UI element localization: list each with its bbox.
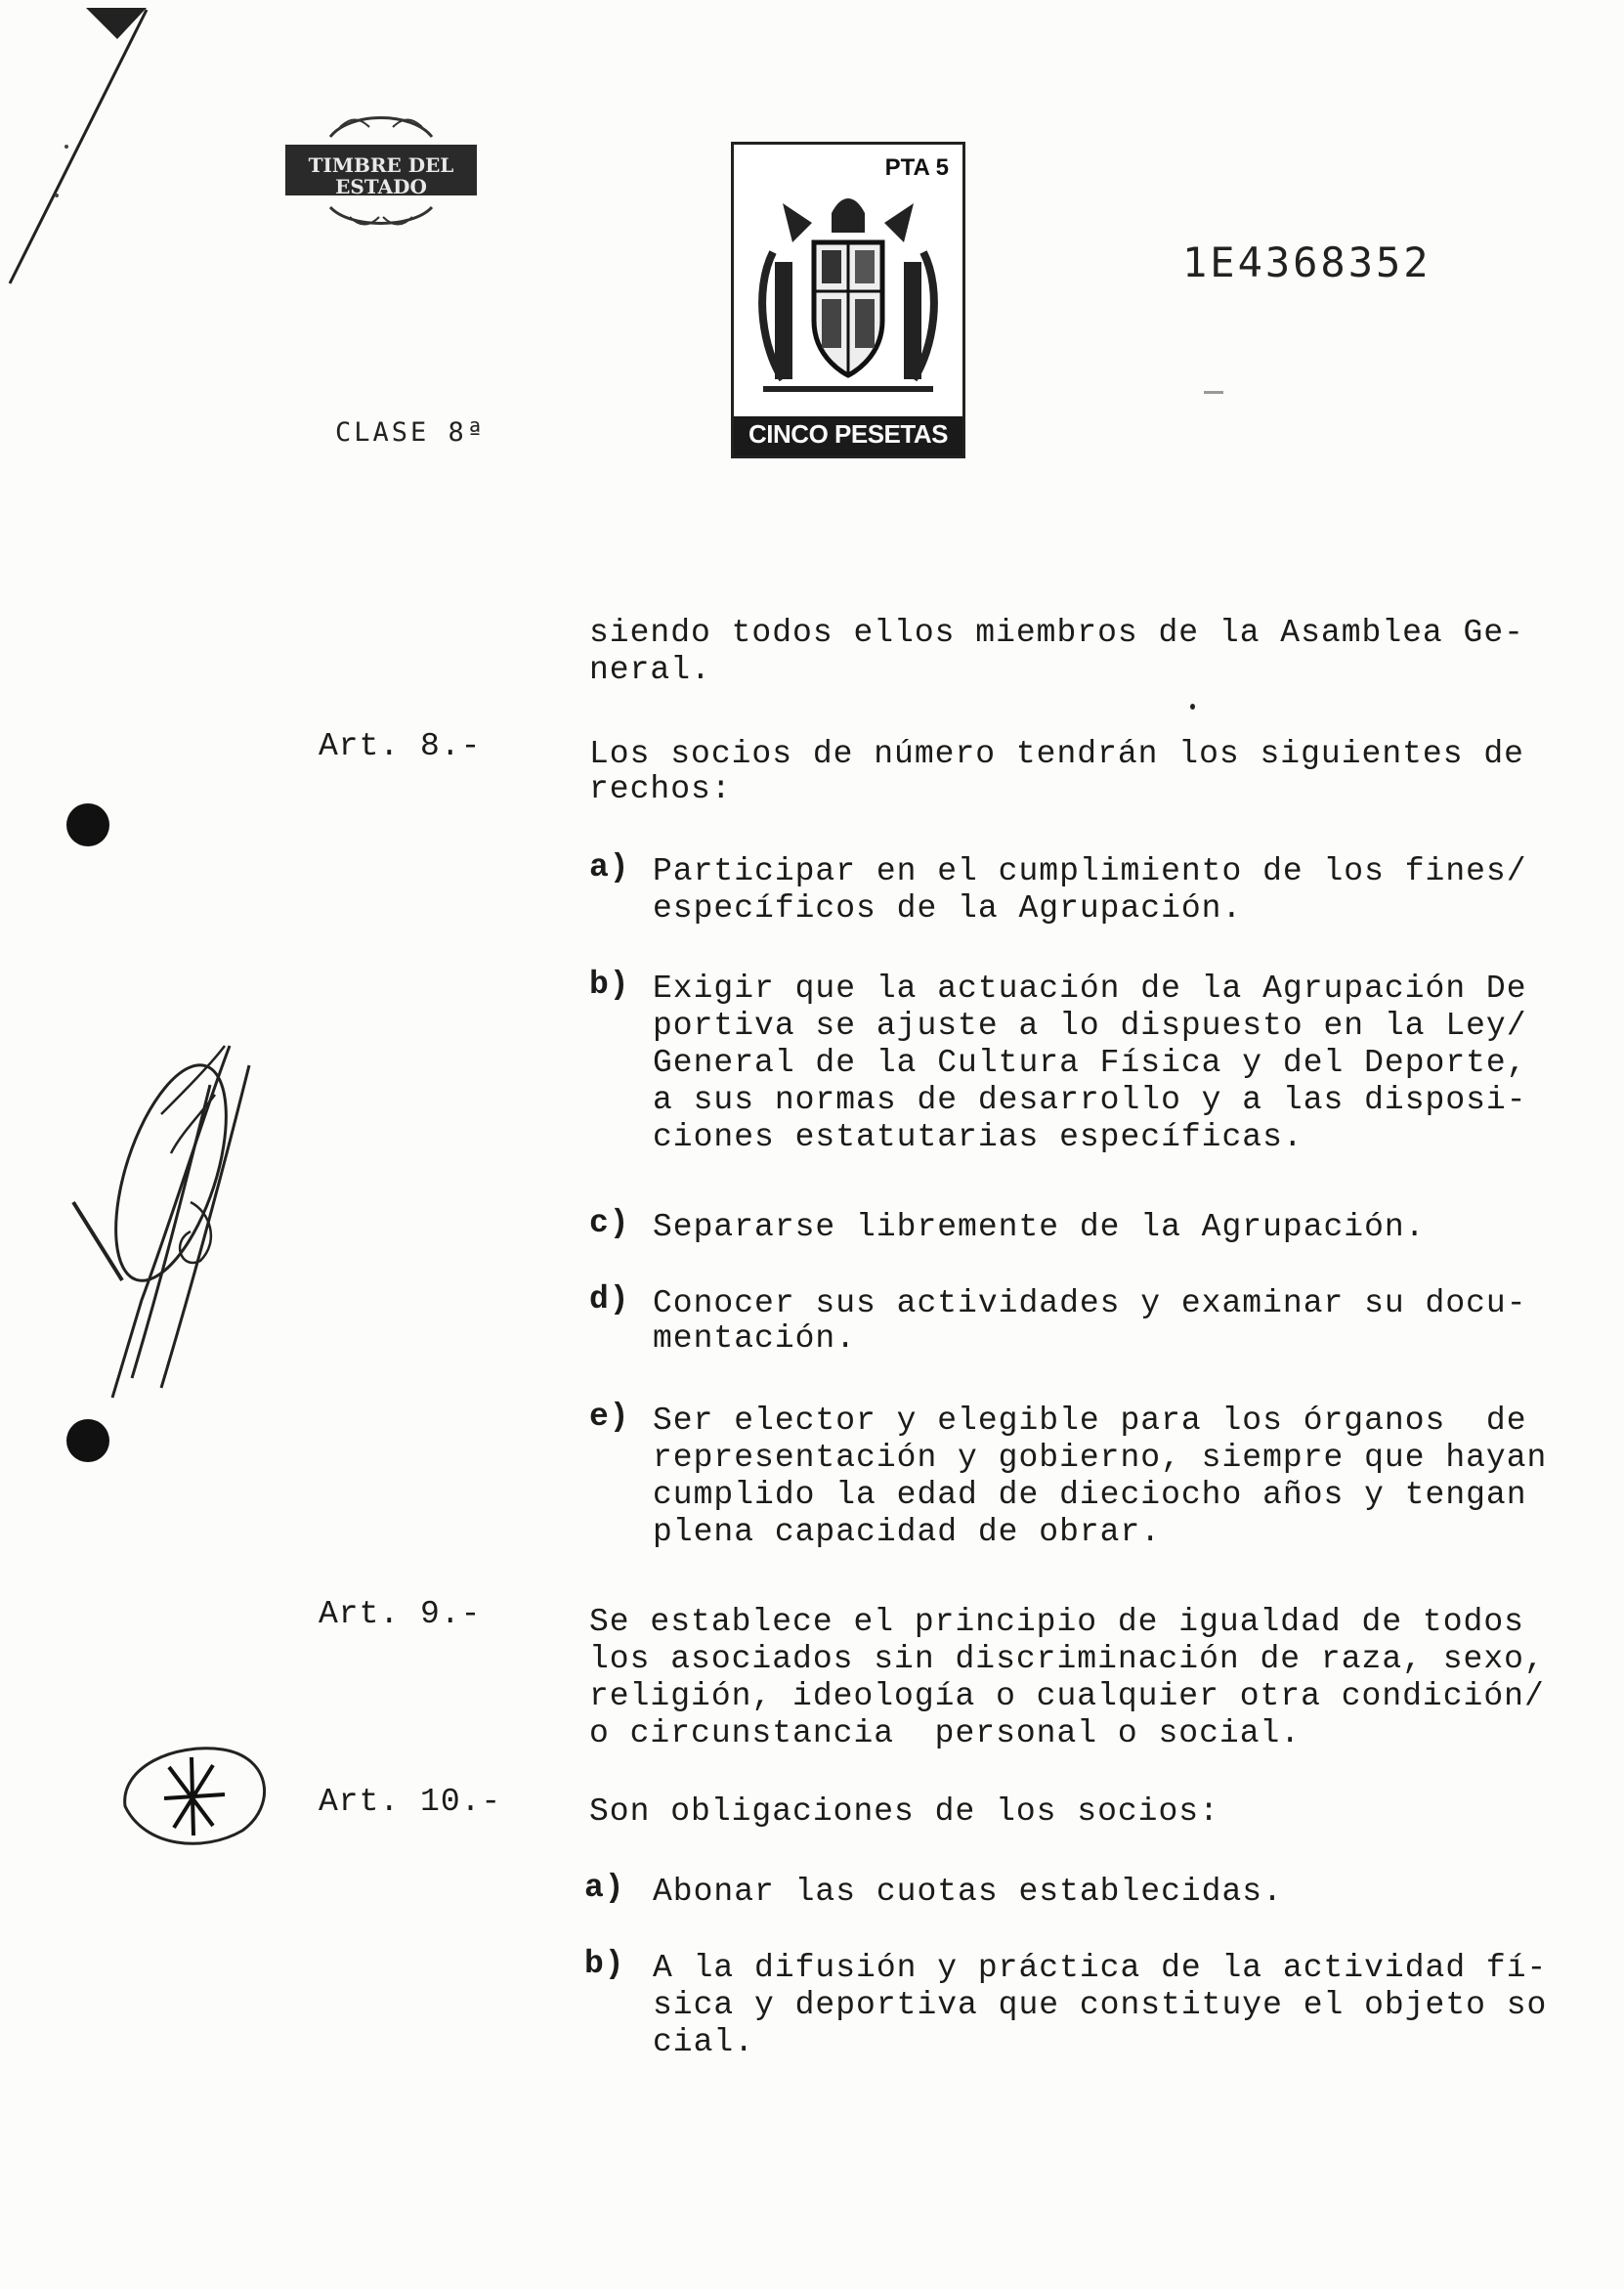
margin-signature (54, 1007, 259, 1417)
item-b-line-3: General de la Cultura Física y del Deporte, (653, 1045, 1527, 1081)
article-8-text-1: Los socios de número tendrán los siguientes de (589, 736, 1524, 772)
item-letter: c) (589, 1205, 630, 1241)
item-e-line-2: representación y gobierno, siempre que hayan (653, 1440, 1548, 1476)
article-10-text-1: Son obligaciones de los socios: (589, 1793, 1219, 1830)
item-b-line-5: ciones estatutarias específicas. (653, 1119, 1303, 1155)
stamp-value: PTA 5 (884, 154, 949, 181)
item-b-line-2: portiva se ajuste a lo dispuesto en la Ley/ (653, 1008, 1527, 1044)
item-letter: b) (589, 967, 630, 1003)
punch-hole-bottom (66, 1419, 109, 1462)
item-c-line-1: Separarse libremente de la Agrupación. (653, 1209, 1426, 1245)
art10-item-b-line-1: A la difusión y práctica de la actividad fí- (653, 1950, 1548, 1986)
article-10-label: Art. 10.- (319, 1784, 502, 1820)
item-e-line-3: cumplido la edad de dieciocho años y tengan (653, 1477, 1527, 1513)
document-class: CLASE 8ª (335, 417, 487, 448)
intro-line-2: neral. (589, 652, 711, 688)
article-9-label: Art. 9.- (319, 1596, 482, 1632)
article-9-text-3: religión, ideología o cualquier otra condición/ (589, 1678, 1545, 1714)
item-letter: a) (589, 849, 630, 885)
state-seal-text: TIMBRE DEL ESTADO (308, 153, 454, 198)
art10-item-b-line-3: cial. (653, 2024, 755, 2060)
state-seal (281, 102, 481, 235)
item-e-line-1: Ser elector y elegible para los órganos de (653, 1403, 1527, 1439)
intro-line-1: siendo todos ellos miembros de la Asamblea Ge- (589, 615, 1524, 651)
art10-item-b-line-2: sica y deportiva que constituye el objeto so (653, 1987, 1548, 2023)
speck (1190, 704, 1195, 710)
article-8-label: Art. 8.- (319, 728, 482, 764)
item-d-line-1: Conocer sus actividades y examinar su docu- (653, 1285, 1527, 1321)
initials-mark (115, 1738, 276, 1853)
item-a-line-1: Participar en el cumplimiento de los fines/ (653, 853, 1527, 889)
margin-slash-mark (0, 0, 156, 313)
item-b-line-1: Exigir que la actuación de la Agrupación De (653, 971, 1527, 1007)
serial-number: 1E4368352 (1182, 238, 1432, 286)
item-e-line-4: plena capacidad de obrar. (653, 1514, 1162, 1550)
article-9-text-2: los asociados sin discriminación de raza, sexo, (589, 1641, 1545, 1677)
item-b-line-4: a sus normas de desarrollo y a las disposi- (653, 1082, 1527, 1118)
item-letter: d) (589, 1281, 630, 1317)
article-9-text-4: o circunstancia personal o social. (589, 1715, 1302, 1751)
item-letter: e) (589, 1399, 630, 1435)
coat-of-arms-image (744, 184, 953, 407)
item-a-line-2: específicos de la Agrupación. (653, 890, 1243, 927)
item-d-line-2: mentación. (653, 1320, 857, 1357)
article-9-text-1: Se establece el principio de igualdad de todos (589, 1604, 1524, 1640)
revenue-stamp (731, 142, 965, 458)
stamp-label: CINCO PESETAS (748, 419, 948, 449)
item-letter: a) (584, 1870, 625, 1906)
art10-item-a-line-1: Abonar las cuotas establecidas. (653, 1874, 1283, 1910)
punch-hole-top (66, 803, 109, 846)
article-8-text-2: rechos: (589, 771, 732, 807)
speck (1204, 391, 1223, 394)
item-letter: b) (584, 1946, 625, 1982)
